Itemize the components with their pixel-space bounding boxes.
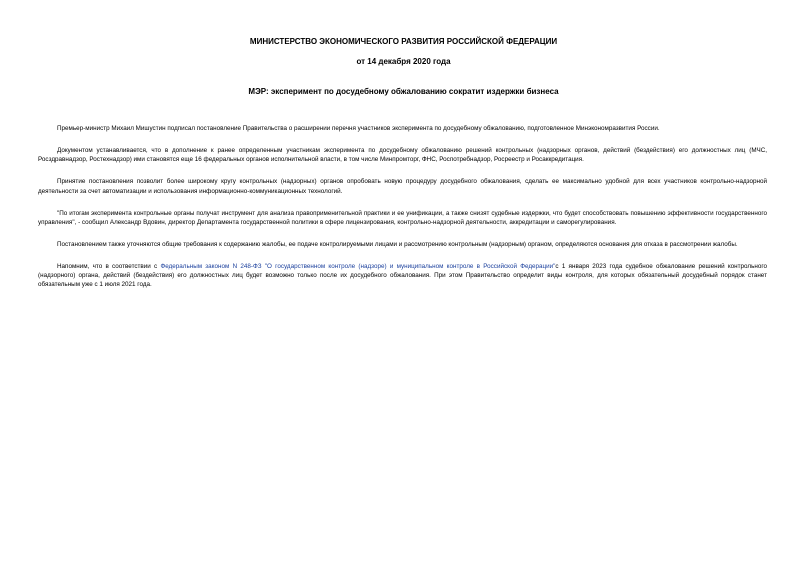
paragraph-text-before-link: Напомним, что в соответствии с <box>57 263 161 271</box>
document-headline: МЭР: эксперимент по досудебному обжалованию сократит издержки бизнеса <box>248 87 559 96</box>
document-body <box>38 124 767 303</box>
paragraph: Премьер-министр Михаил Мишустин подписал постановление Правительства о расширении перечня участников эксперимента по досудебному обжалованию, подготовленное Минэкономразвития России. <box>57 125 660 132</box>
paragraph: Документом устанавливается, что в дополнение к ранее определенным участникам эксперимента по досудебному обжалованию решений контрольных (надзорных органов, действий (бездействия) его должностных лиц (МЧС, Росздравнадзор, Ростехнадзор) ими становятся еще 16 федеральных органов исполнительной власти, в том числе Минпромторг, ФНС, Роспотребнадзор, Росреестр и Росаккредитация. <box>38 147 767 164</box>
paragraph: Постановлением также уточняются общие требования к содержанию жалобы, ее подаче контролируемыми лицами и рассмотрению контрольным (надзорным) органом, определяются основания для отказа в рассмотрении жалобы. <box>57 240 738 248</box>
paragraph-with-link <box>38 262 767 290</box>
ministry-title: МИНИСТЕРСТВО ЭКОНОМИЧЕСКОГО РАЗВИТИЯ РОССИЙСКОЙ ФЕДЕРАЦИИ <box>249 37 558 46</box>
paragraph: Принятие постановления позволит более широкому кругу контрольных (надзорных) органов опробовать новую процедуру досудебного обжалования, сделать ее максимально удобной для всех участников контрольно-надзорной деятельности за счет автоматизации и использования информационно-коммуникационных технологий. <box>38 178 767 195</box>
paragraph-text-after-link: с 1 января 2023 года судебное обжалование решений контрольного (надзорного) органа, действий (бездействия) его должностных лиц будет возможно только после их досудебного обжалования. При этом Правительство определит виды контроля, для которых обязательный досудебный порядок станет обязательным уже с 1 июля 2021 года. <box>38 263 767 289</box>
paragraph: "По итогам эксперимента контрольные органы получат инструмент для анализа правоприменительной практики и ее унификации, а также снизят судебные издержки, что будет способствовать повышению эффективности государственного управления", - сообщил Александр Вдовин, директор Департамента государственной политики в сфере лицензирования, контрольно-надзорной деятельности, аккредитации и саморегулирования. <box>38 209 767 226</box>
document-date: от 14 декабря 2020 года <box>356 57 451 66</box>
federal-law-link[interactable]: Федеральным законом N 248-ФЗ "О государственном контроле (надзоре) и муниципальном контроле в Российской Федерации" <box>160 263 556 271</box>
